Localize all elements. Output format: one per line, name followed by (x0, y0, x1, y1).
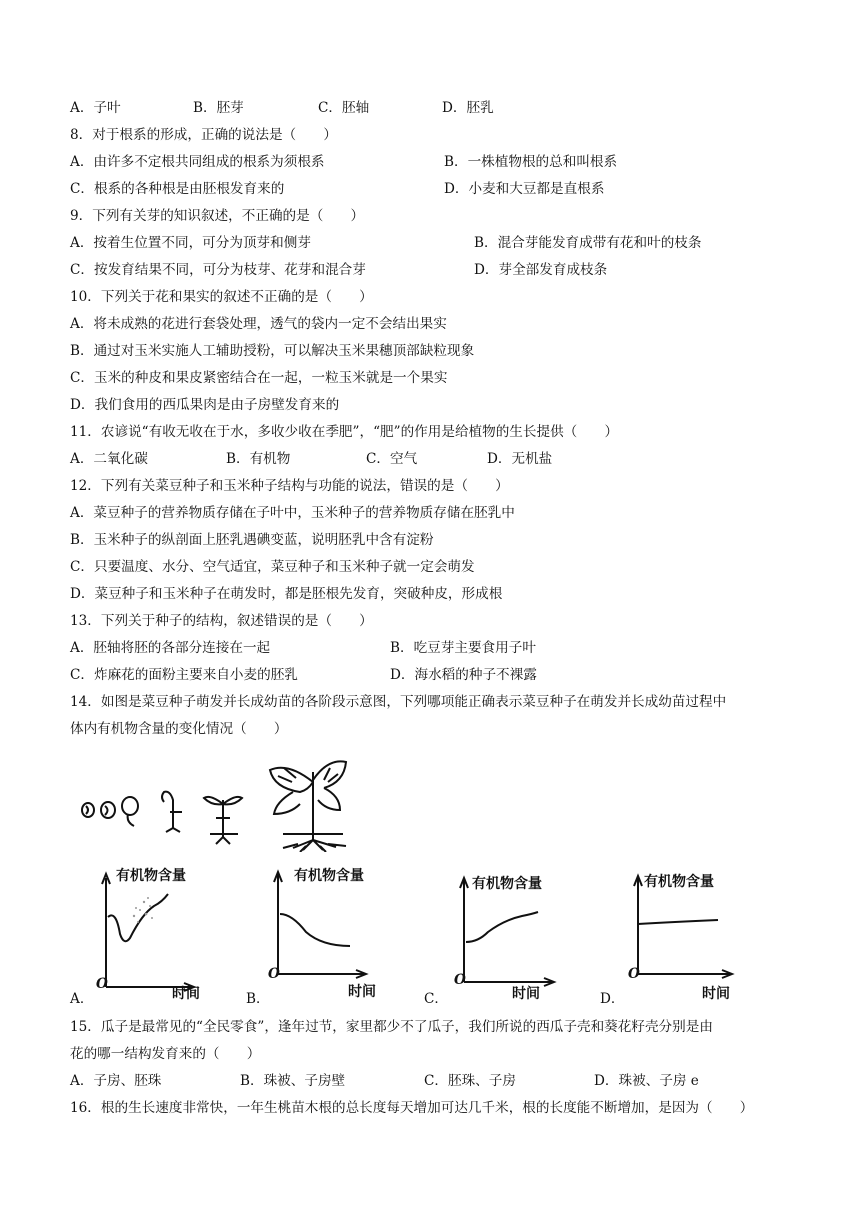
q8-option-a: A．由许多不定根共同组成的根系为须根系 (70, 154, 325, 170)
graph-b-xlabel: 时间 (348, 984, 376, 1000)
q12-option-a: A．菜豆种子的营养物质存储在子叶中，玉米种子的营养物质存储在胚乳中 (70, 505, 515, 521)
graph-c-xlabel: 时间 (512, 986, 540, 1002)
q11-option-d: D．无机盐 (487, 451, 553, 467)
q10-option-d: D．我们食用的西瓜果肉是由子房壁发育来的 (70, 397, 340, 413)
q15-option-d: D．珠被、子房 e (594, 1073, 699, 1089)
q13-stem: 13．下列关于种子的结构，叙述错误的是（ ） (70, 613, 373, 629)
q10-option-b: B．通过对玉米实施人工辅助授粉，可以解决玉米果穗顶部缺粒现象 (70, 343, 475, 359)
q15-option-b: B．珠被、子房壁 (240, 1073, 346, 1089)
q9-stem: 9．下列有关芽的知识叙述，不正确的是（ ） (70, 208, 365, 224)
q10-stem: 10．下列关于花和果实的叙述不正确的是（ ） (70, 289, 373, 305)
q8-option-b: B．一株植物根的总和叫根系 (444, 154, 618, 170)
q8-option-d: D．小麦和大豆都是直根系 (444, 181, 605, 197)
q12-option-b: B．玉米种子的纵剖面上胚乳遇碘变蓝，说明胚乳中含有淀粉 (70, 532, 434, 548)
graph-a-ylabel: 有机物含量 (116, 868, 186, 884)
q15-stem-line1: 15．瓜子是最常见的“全民零食”，逢年过节，家里都少不了瓜子，我们所说的西瓜子壳和葵花籽壳分别是由 (70, 1019, 713, 1035)
graph-d-ylabel: 有机物含量 (644, 874, 714, 890)
graph-c-curve (466, 912, 538, 942)
q13-option-d: D．海水稻的种子不裸露 (390, 667, 537, 683)
q11-option-b: B．有机物 (226, 451, 291, 467)
graph-b-curve (280, 914, 350, 946)
q12-option-d: D．菜豆种子和玉米种子在萌发时，都是胚根先发育，突破种皮，形成根 (70, 586, 503, 602)
q13-option-b: B．吃豆芽主要食用子叶 (390, 640, 536, 656)
graph-d-letter: D． (600, 991, 625, 1007)
graph-b-origin: O (268, 966, 280, 982)
graph-a-curve (108, 894, 168, 941)
q15-stem-line2: 花的哪一结构发育来的（ ） (70, 1046, 261, 1062)
q9-option-d: D．芽全部发育成枝条 (474, 262, 608, 278)
q15-option-a: A．子房、胚珠 (70, 1073, 162, 1089)
q14-stem-line2: 体内有机物含量的变化情况（ ） (70, 721, 288, 737)
graph-d-xlabel: 时间 (702, 986, 730, 1002)
q8-stem: 8．对于根系的形成，正确的说法是（ ） (70, 127, 337, 143)
graph-a-xlabel: 时间 (172, 986, 200, 1002)
graph-c-letter: C． (424, 991, 448, 1007)
graph-d-origin: O (628, 966, 640, 982)
seed-germination-illustration (78, 752, 368, 852)
q11-option-a: A．二氧化碳 (70, 451, 148, 467)
graph-c-origin: O (454, 972, 466, 988)
q8-option-c: C．根系的各种根是由胚根发育来的 (70, 181, 285, 197)
q10-option-c: C．玉米的种皮和果皮紧密结合在一起，一粒玉米就是一个果实 (70, 370, 448, 386)
graph-b-letter: B． (246, 991, 270, 1007)
graph-a-letter: A． (70, 991, 94, 1007)
q15-option-c: C．胚珠、子房 (424, 1073, 516, 1089)
q12-stem: 12．下列有关菜豆种子和玉米种子结构与功能的说法，错误的是（ ） (70, 478, 509, 494)
graph-b-ylabel: 有机物含量 (294, 868, 364, 884)
q11-option-c: C．空气 (366, 451, 418, 467)
q14-stem-line1: 14．如图是菜豆种子萌发并长成幼苗的各阶段示意图，下列哪项能正确表示菜豆种子在萌发并长成幼苗过程中 (70, 694, 727, 710)
q7-option-b: B．胚芽 (193, 100, 244, 116)
graph-d-curve (638, 920, 718, 924)
q11-stem: 11．农谚说“有收无收在于水，多收少收在季肥”，“肥”的作用是给植物的生长提供（ ） (70, 424, 619, 440)
graph-a-origin: O (96, 976, 108, 992)
q7-option-d: D．胚乳 (442, 100, 494, 116)
q12-option-c: C．只要温度、水分、空气适宜，菜豆种子和玉米种子就一定会萌发 (70, 559, 475, 575)
q7-option-a: A．子叶 (70, 100, 121, 116)
q13-option-a: A．胚轴将胚的各部分连接在一起 (70, 640, 271, 656)
q9-option-a: A．按着生位置不同，可分为顶芽和侧芽 (70, 235, 311, 251)
q9-option-c: C．按发育结果不同，可分为枝芽、花芽和混合芽 (70, 262, 366, 278)
q13-option-c: C．炸麻花的面粉主要来自小麦的胚乳 (70, 667, 298, 683)
q16-stem: 16．根的生长速度非常快，一年生桃苗木根的总长度每天增加可达几千米，根的长度能不断增加，是因为（ ） (70, 1100, 754, 1116)
graph-c-ylabel: 有机物含量 (472, 876, 542, 892)
q10-option-a: A．将未成熟的花进行套袋处理，透气的袋内一定不会结出果实 (70, 316, 447, 332)
q7-option-c: C．胚轴 (318, 100, 370, 116)
q9-option-b: B．混合芽能发育成带有花和叶的枝条 (474, 235, 702, 251)
